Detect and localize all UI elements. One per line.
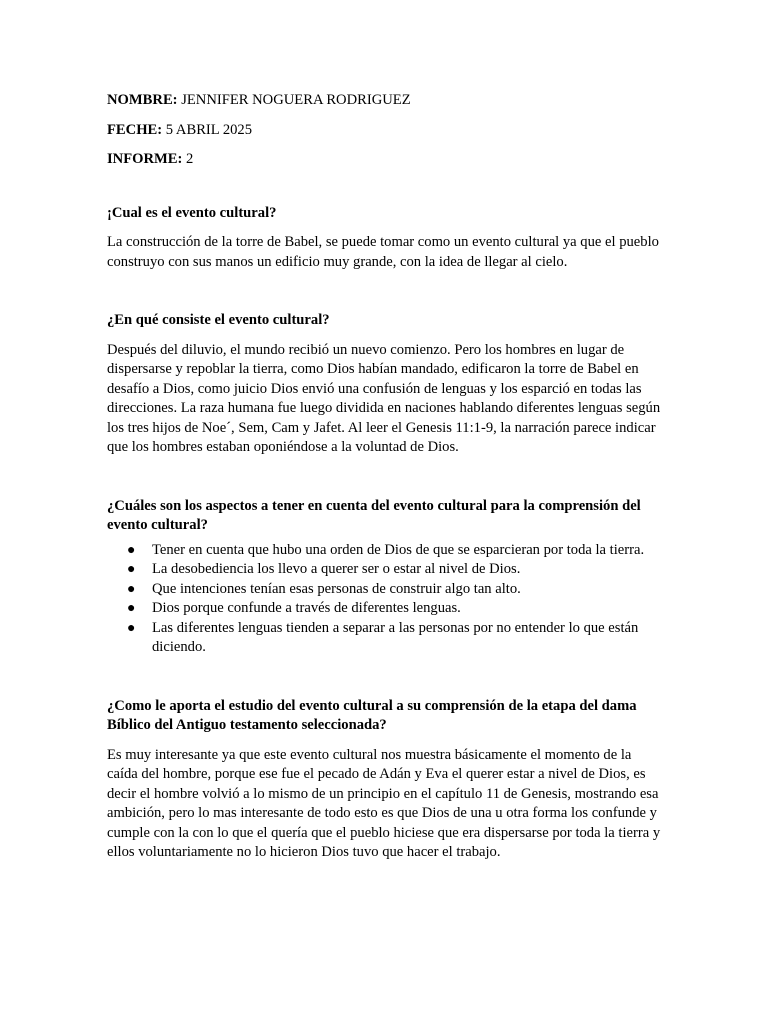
list-item-text: La desobediencia los llevo a querer ser o estar al nivel de Dios. xyxy=(152,561,521,577)
bullet-icon: ● xyxy=(127,581,136,597)
list-item xyxy=(127,619,663,658)
date-label: FECHE: xyxy=(107,121,163,138)
bullet-icon: ● xyxy=(127,601,136,616)
question-1: ¡Cual es el evento cultural? xyxy=(107,204,277,221)
list-item xyxy=(127,560,663,580)
name-line xyxy=(107,91,663,111)
answer-1: La construcción de la torre de Babel, se puede tomar como un evento cultural ya que el pueblo construyo con sus manos un edificio muy grande, con la idea de llegar al cielo. xyxy=(107,234,659,270)
answer-2: Después del diluvio, el mundo recibió un nuevo comienzo. Pero los hombres en lugar de dispersarse y repoblar la tierra, como Dios habían mandado, edificaron la torre de Babel en desafío a Dios, como juicio Dios envió una confusión de lenguas y los esparció en todas las direcciones. La raza humana fue luego dividida en naciones hablando diferentes lenguas según los tres hijos de Noe´, Sem, Cam y Jafet. Al leer el Genesis 11:1-9, la narración parece indicar que los hombres estaban oponiéndose a la voluntad de Dios. xyxy=(107,341,661,455)
report-line xyxy=(107,150,663,170)
list-item-text: Las diferentes lenguas tienden a separar a las personas por no entender lo que están diciendo. xyxy=(152,619,639,655)
question-3: ¿Cuáles son los aspectos a tener en cuenta del evento cultural para la comprensión del evento cultural? xyxy=(107,497,641,533)
answer-4: Es muy interesante ya que este evento cultural nos muestra básicamente el momento de la caída del hombre, porque ese fue el pecado de Adán y Eva el querer estar a nivel de Dios, es decir el hombre volvió a lo mismo de un principio en el capítulo 11 de Genesis, mostrando esa ambición, pero lo mas interesante de todo esto es que Dios de una u otra forma los confunde y cumple con la con lo que el quería que el pueblo hiciese que era dispersarse por toda la tierra y ellos voluntariamente no lo hicieron Dios tuvo que hacer el trabajo. xyxy=(107,746,661,860)
bullet-icon: ● xyxy=(127,562,136,577)
date-value: 5 ABRIL 2025 xyxy=(162,121,253,138)
list-item-text: Tener en cuenta que hubo una orden de Dios de que se esparcieran por toda la tierra. xyxy=(152,541,645,558)
date-line xyxy=(107,121,663,141)
list-item xyxy=(127,541,663,561)
name-value: JENNIFER NOGUERA RODRIGUEZ xyxy=(177,92,411,108)
list-item-text: Dios porque confunde a través de diferentes lenguas. xyxy=(152,600,461,616)
report-label: INFORME: xyxy=(107,151,183,167)
report-value: 2 xyxy=(182,151,194,167)
question-2: ¿En qué consiste el evento cultural? xyxy=(107,312,330,328)
list-item xyxy=(127,580,663,600)
document-page xyxy=(107,91,663,863)
bullet-icon: ● xyxy=(127,542,136,558)
aspects-list xyxy=(107,541,663,658)
list-item xyxy=(127,599,663,619)
list-item-text: Que intenciones tenían esas personas de construir algo tan alto. xyxy=(152,580,521,597)
bullet-icon: ● xyxy=(127,620,136,636)
question-4: ¿Como le aporta el estudio del evento cultural a su comprensión de la etapa del dama Bíblico del Antiguo testamento seleccionada? xyxy=(107,697,637,733)
name-label: NOMBRE: xyxy=(107,92,178,108)
